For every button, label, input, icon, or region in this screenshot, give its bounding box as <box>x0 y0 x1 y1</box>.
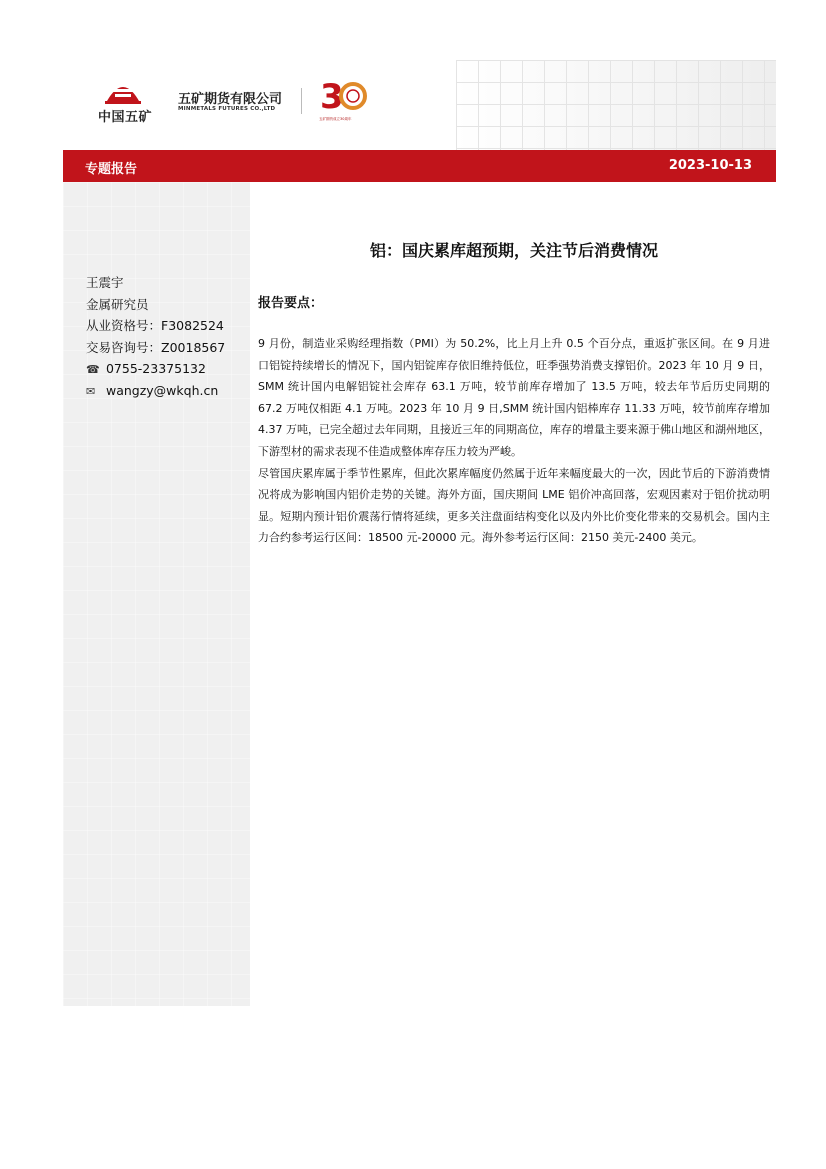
qualification-number <box>86 315 225 337</box>
phone-number: 0755-23375132 <box>105 361 206 376</box>
report-body <box>258 333 770 549</box>
report-type-label: 专题报告 <box>85 162 138 177</box>
anniversary-30-logo-icon <box>318 74 370 116</box>
svg-text:3: 3 <box>320 77 344 116</box>
phone-icon: ☎ <box>86 363 100 376</box>
paragraph: 9 月份，制造业采购经理指数（PMI）为 50.2%，比上月上升 0.5 个百分点，重返扩张区间。在 9 月进口铝锭持续增长的情况下，国内铝锭库存依旧维持低位，旺季强势消费支撑铝价。2023 年 10 月 9 日，SMM 统计国内电解铝锭社会库存 63.1 万吨，较节前库存增加了 13.5 万吨，较去年节后历史同期的 67.2 万吨仅相距 4.1 万吨。2023 年 10 月 9 日,SMM 统计国内铝棒库存 11.33 万吨，较节前库存增加 4.37 万吨，已完全超过去年同期，且接近三年的同期高位，库存的增量主要来源于佛山地区和湖州地区，下游型材的需求表现不佳造成整体库存压力较为严峻。 <box>258 337 770 458</box>
qualification-label: 从业资格号： <box>86 318 162 333</box>
phone-line <box>86 358 225 380</box>
envelope-icon: ✉ <box>86 384 96 398</box>
report-title-bar <box>63 150 776 182</box>
report-date: 2023-10-13 <box>668 158 752 173</box>
qualification-value: F3082524 <box>161 318 224 333</box>
paragraph: 尽管国庆累库属于季节性累库，但此次累库幅度仍然属于近年来幅度最大的一次，因此节后的下游消费情况将成为影响国内铝价走势的关键。海外方面，国庆期间 LME 铝价冲高回落，宏观因素对于铝价扰动明显。短期内预计铝价震荡行情将延续，更多关注盘面结构变化以及内外比价变化带来的交易机会。国内主力合约参考运行区间：18500 元-20000 元。海外参考运行区间：2150 美元-2400 美元。 <box>258 466 770 545</box>
company-name-en: MINMETALS FUTURES CO.,LTD <box>178 106 276 112</box>
header-grid-decoration <box>456 60 776 150</box>
report-title: 铝：国庆累库超预期，关注节后消费情况 <box>369 241 658 260</box>
email-line[interactable] <box>86 380 225 402</box>
header-band <box>63 60 776 150</box>
logo-text: 中国五矿 <box>98 110 153 125</box>
company-name-cn: 五矿期货有限公司 <box>178 92 283 107</box>
consult-value: Z0018567 <box>161 339 226 355</box>
anniversary-caption: 五矿期货成立30周年 <box>319 117 352 121</box>
consult-label: 交易咨询号： <box>86 339 162 355</box>
email-address[interactable]: wangzy@wkqh.cn <box>105 382 219 398</box>
logo-divider <box>301 88 302 114</box>
section-heading: 报告要点： <box>258 296 324 311</box>
minmetals-logo-icon <box>103 75 143 105</box>
author-title: 金属研究员 <box>86 296 149 312</box>
consult-number <box>86 337 225 359</box>
author-block <box>86 272 225 401</box>
author-name: 王震宇 <box>86 275 124 290</box>
